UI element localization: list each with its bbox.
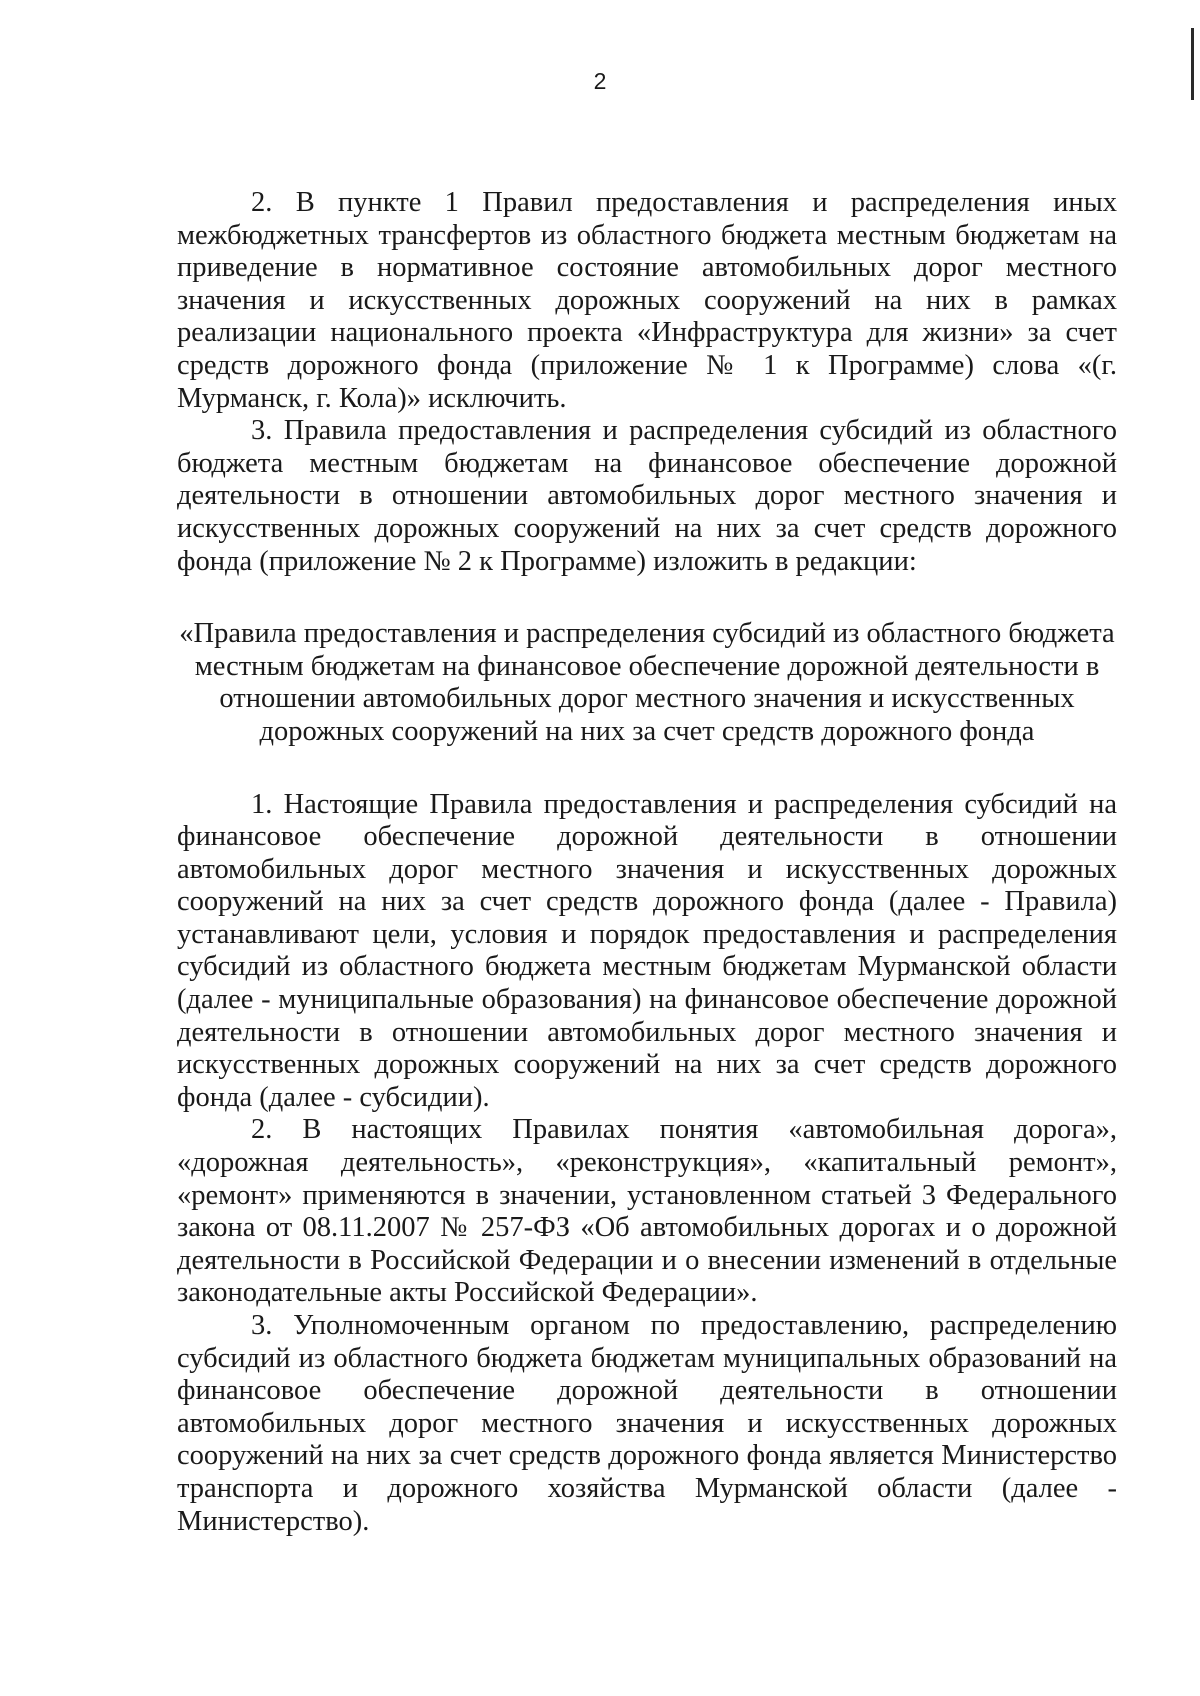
document-body	[177, 187, 1117, 1538]
rules-paragraph-2: 2. В настоящих Правилах понятия «автомобильная дорога», «дорожная деятельность», «реконструкция», «капитальный ремонт», «ремонт» применяются в значении, установленном статьей 3 Федерального закона от 08.11.2007 № 257-ФЗ «Об автомобильных дорогах и о дорожной деятельности в Российской Федерации и о внесении изменений в отдельные законодательные акты Российской Федерации».	[177, 1114, 1117, 1309]
paragraph-item-2: 2. В пункте 1 Правил предоставления и распределения иных межбюджетных трансфертов из областного бюджета местным бюджетам на приведение в нормативное состояние автомобильных дорог местного значения и искусственных дорожных сооружений на них в рамках реализации национального проекта «Инфраструктура для жизни» за счет средств дорожного фонда (приложение № 1 к Программе) слова «(г. Мурманск, г. Кола)» исключить.	[177, 187, 1117, 414]
rules-paragraph-1: 1. Настоящие Правила предоставления и распределения субсидий на финансовое обеспечение дорожной деятельности в отношении автомобильных дорог местного значения и искусственных дорожных сооружений на них за счет средств дорожного фонда (далее - Правила) устанавливают цели, условия и порядок предоставления и распределения субсидий из областного бюджета местным бюджетам Мурманской области (далее - муниципальные образования) на финансовое обеспечение дорожной деятельности в отношении автомобильных дорог местного значения и искусственных дорожных сооружений на них за счет средств дорожного фонда (далее - субсидии).	[177, 788, 1117, 1113]
rules-title-line: «Правила предоставления и распределения субсидий из областного бюджета	[179, 618, 1115, 650]
rules-paragraph-3: 3. Уполномоченным органом по предоставлению, распределению субсидий из областного бюджета бюджетам муниципальных образований на финансовое обеспечение дорожной деятельности в отношении автомобильных дорог местного значения и искусственных дорожных сооружений на них за счет средств дорожного фонда является Министерство транспорта и дорожного хозяйства Мурманской области (далее - Министерство).	[177, 1310, 1117, 1537]
paragraph-item-3: 3. Правила предоставления и распределения субсидий из областного бюджета местным бюджетам на финансовое обеспечение дорожной деятельности в отношении автомобильных дорог местного значения и искусственных дорожных сооружений на них за счет средств дорожного фонда (приложение № 2 к Программе) изложить в редакции:	[177, 415, 1117, 577]
rules-title	[177, 618, 1117, 748]
rules-title-line: местным бюджетам на финансовое обеспечение дорожной деятельности в	[194, 650, 1100, 682]
rules-title-line: отношении автомобильных дорог местного значения и искусственных	[219, 683, 1075, 715]
page-number: 2	[593, 68, 607, 94]
rules-title-line: дорожных сооружений на них за счет средств дорожного фонда	[259, 715, 1035, 747]
